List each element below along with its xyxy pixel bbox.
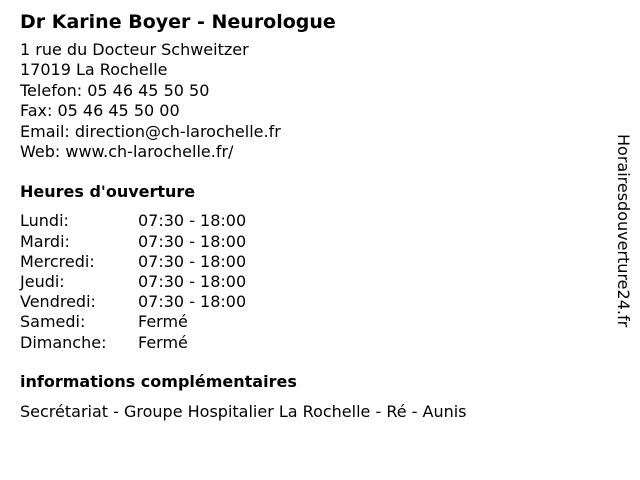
address-line-1: 1 rue du Docteur Schweitzer (20, 40, 249, 59)
time-value: 07:30 - 18:00 (138, 211, 247, 231)
hours-row-thursday (20, 272, 590, 292)
opening-hours-heading: Heures d'ouverture (20, 182, 196, 202)
hours-row-friday (20, 292, 590, 312)
day-label: Lundi: (20, 211, 69, 231)
day-label: Jeudi: (20, 272, 65, 292)
address-line-2: 17019 La Rochelle (20, 60, 168, 80)
hours-row-wednesday (20, 252, 590, 272)
time-value: 07:30 - 18:00 (138, 231, 247, 251)
email-line: Email: direction@ch-larochelle.fr (20, 121, 281, 141)
listing-content (20, 8, 590, 422)
day-label: Dimanche: (20, 332, 107, 352)
day-label: Mercredi: (20, 251, 95, 271)
web-line: Web: www.ch-larochelle.fr/ (20, 142, 234, 162)
hours-row-sunday (20, 333, 590, 353)
day-label: Vendredi: (20, 292, 96, 312)
time-value: 07:30 - 18:00 (138, 292, 247, 312)
additional-info-text: Secrétariat - Groupe Hospitalier La Rochelle - Ré - Aunis (20, 401, 467, 421)
site-watermark: Horairesdouverture24.fr (614, 134, 633, 328)
additional-info-heading: informations complémentaires (20, 371, 297, 391)
time-value: 07:30 - 18:00 (138, 251, 247, 271)
listing-title: Dr Karine Boyer - Neurologue (20, 11, 336, 33)
hours-row-tuesday (20, 232, 590, 252)
fax-line: Fax: 05 46 45 50 00 (20, 101, 180, 121)
hours-row-monday (20, 211, 590, 231)
time-value: 07:30 - 18:00 (138, 272, 247, 292)
day-label: Mardi: (20, 231, 70, 251)
hours-row-saturday (20, 312, 590, 332)
phone-line: Telefon: 05 46 45 50 50 (20, 80, 210, 100)
day-label: Samedi: (20, 312, 86, 332)
opening-hours-table (20, 211, 590, 352)
time-value: Fermé (138, 332, 188, 352)
time-value: Fermé (138, 312, 188, 332)
